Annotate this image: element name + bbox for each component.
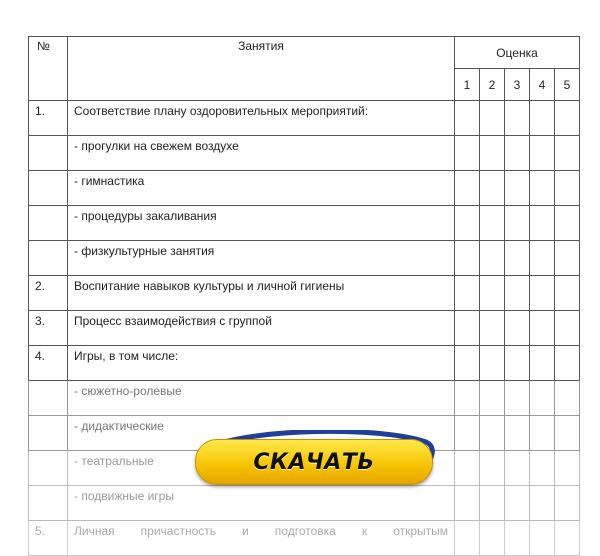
grade-cell[interactable] xyxy=(480,276,505,311)
grade-cell[interactable] xyxy=(455,276,480,311)
grade-cell[interactable] xyxy=(505,311,530,346)
download-button[interactable] xyxy=(190,430,436,488)
column-header-number: № xyxy=(29,37,68,101)
grade-header-5: 5 xyxy=(555,69,580,101)
grade-cell[interactable] xyxy=(505,346,530,381)
row-activity: Воспитание навыков культуры и личной гигиены xyxy=(68,276,455,311)
row-activity: - процедуры закаливания xyxy=(68,206,455,241)
row-activity: Соответствие плану оздоровительных мероприятий: xyxy=(68,101,455,136)
grade-cell[interactable] xyxy=(530,381,555,416)
grade-header-2: 2 xyxy=(480,69,505,101)
grade-cell[interactable] xyxy=(480,101,505,136)
grade-cell[interactable] xyxy=(505,171,530,206)
table-row xyxy=(29,346,580,381)
row-activity: Игры, в том числе: xyxy=(68,346,455,381)
table-row xyxy=(29,101,580,136)
grade-cell[interactable] xyxy=(505,486,530,521)
grade-cell[interactable] xyxy=(555,241,580,276)
row-number: 4. xyxy=(29,346,68,381)
row-activity: - дидактические xyxy=(68,416,455,451)
row-activity: Процесс взаимодействия с группой xyxy=(68,311,455,346)
grade-cell[interactable] xyxy=(555,486,580,521)
grade-cell[interactable] xyxy=(455,206,480,241)
row-number xyxy=(29,241,68,276)
grade-cell[interactable] xyxy=(555,346,580,381)
table-row xyxy=(29,276,580,311)
grade-cell[interactable] xyxy=(530,206,555,241)
grade-cell[interactable] xyxy=(555,311,580,346)
row-number xyxy=(29,206,68,241)
row-activity: - прогулки на свежем воздухе xyxy=(68,136,455,171)
column-header-activity: Занятия xyxy=(68,37,455,101)
grade-cell[interactable] xyxy=(530,171,555,206)
grade-cell[interactable] xyxy=(455,311,480,346)
grade-cell[interactable] xyxy=(505,101,530,136)
row-number xyxy=(29,381,68,416)
column-header-grade: Оценка xyxy=(455,37,580,69)
grade-cell[interactable] xyxy=(505,276,530,311)
row-number xyxy=(29,416,68,451)
grade-cell[interactable] xyxy=(530,241,555,276)
grade-cell[interactable] xyxy=(555,521,580,556)
grade-cell[interactable] xyxy=(555,451,580,486)
row-number: 2. xyxy=(29,276,68,311)
row-number xyxy=(29,136,68,171)
table-row xyxy=(29,136,580,171)
row-number xyxy=(29,171,68,206)
grade-cell[interactable] xyxy=(505,136,530,171)
grade-cell[interactable] xyxy=(480,311,505,346)
grade-cell[interactable] xyxy=(480,416,505,451)
grade-cell[interactable] xyxy=(480,171,505,206)
grade-cell[interactable] xyxy=(530,451,555,486)
grade-cell[interactable] xyxy=(530,136,555,171)
row-activity: - сюжетно-ролевые xyxy=(68,381,455,416)
row-activity: - театральные xyxy=(68,451,455,486)
grade-cell[interactable] xyxy=(455,486,480,521)
grade-cell[interactable] xyxy=(555,206,580,241)
table-row xyxy=(29,206,580,241)
grade-cell[interactable] xyxy=(455,241,480,276)
table-row xyxy=(29,521,580,556)
grade-cell[interactable] xyxy=(530,416,555,451)
grade-cell[interactable] xyxy=(455,451,480,486)
grade-cell[interactable] xyxy=(555,276,580,311)
row-number xyxy=(29,486,68,521)
grade-cell[interactable] xyxy=(505,521,530,556)
grade-cell[interactable] xyxy=(555,101,580,136)
row-activity: Личная причастность и подготовка к открытым xyxy=(68,521,455,556)
grade-cell[interactable] xyxy=(455,521,480,556)
grade-cell[interactable] xyxy=(530,101,555,136)
table-row xyxy=(29,171,580,206)
grade-cell[interactable] xyxy=(455,101,480,136)
grade-cell[interactable] xyxy=(455,136,480,171)
row-activity: - физкультурные занятия xyxy=(68,241,455,276)
row-number xyxy=(29,451,68,486)
download-button-label: СКАЧАТЬ xyxy=(253,449,375,475)
grade-cell[interactable] xyxy=(455,416,480,451)
grade-cell[interactable] xyxy=(505,381,530,416)
grade-cell[interactable] xyxy=(555,381,580,416)
grade-cell[interactable] xyxy=(505,206,530,241)
download-button-face[interactable] xyxy=(195,439,433,485)
row-number: 3. xyxy=(29,311,68,346)
row-number: 1. xyxy=(29,101,68,136)
grade-cell[interactable] xyxy=(530,486,555,521)
grade-header-4: 4 xyxy=(530,69,555,101)
grade-cell[interactable] xyxy=(555,136,580,171)
grade-cell[interactable] xyxy=(455,171,480,206)
grade-cell[interactable] xyxy=(480,136,505,171)
grade-cell[interactable] xyxy=(530,276,555,311)
row-activity: - подвижные игры xyxy=(68,486,455,521)
row-activity: - гимнастика xyxy=(68,171,455,206)
table-header-row xyxy=(29,37,580,69)
grade-cell[interactable] xyxy=(530,521,555,556)
grade-cell[interactable] xyxy=(480,346,505,381)
table-row xyxy=(29,311,580,346)
grade-cell[interactable] xyxy=(505,416,530,451)
table-row xyxy=(29,486,580,521)
grade-cell[interactable] xyxy=(530,346,555,381)
row-number: 5. xyxy=(29,521,68,556)
grade-cell[interactable] xyxy=(480,241,505,276)
grade-cell[interactable] xyxy=(480,206,505,241)
grade-cell[interactable] xyxy=(480,451,505,486)
table-row xyxy=(29,241,580,276)
grade-header-3: 3 xyxy=(505,69,530,101)
grade-cell[interactable] xyxy=(455,381,480,416)
grade-cell[interactable] xyxy=(555,416,580,451)
grade-cell[interactable] xyxy=(555,171,580,206)
table-row xyxy=(29,381,580,416)
grade-cell[interactable] xyxy=(505,241,530,276)
grade-cell[interactable] xyxy=(480,486,505,521)
grade-cell[interactable] xyxy=(530,311,555,346)
grade-cell[interactable] xyxy=(480,381,505,416)
grade-cell[interactable] xyxy=(480,521,505,556)
grade-cell[interactable] xyxy=(455,346,480,381)
grade-header-1: 1 xyxy=(455,69,480,101)
grade-cell[interactable] xyxy=(505,451,530,486)
